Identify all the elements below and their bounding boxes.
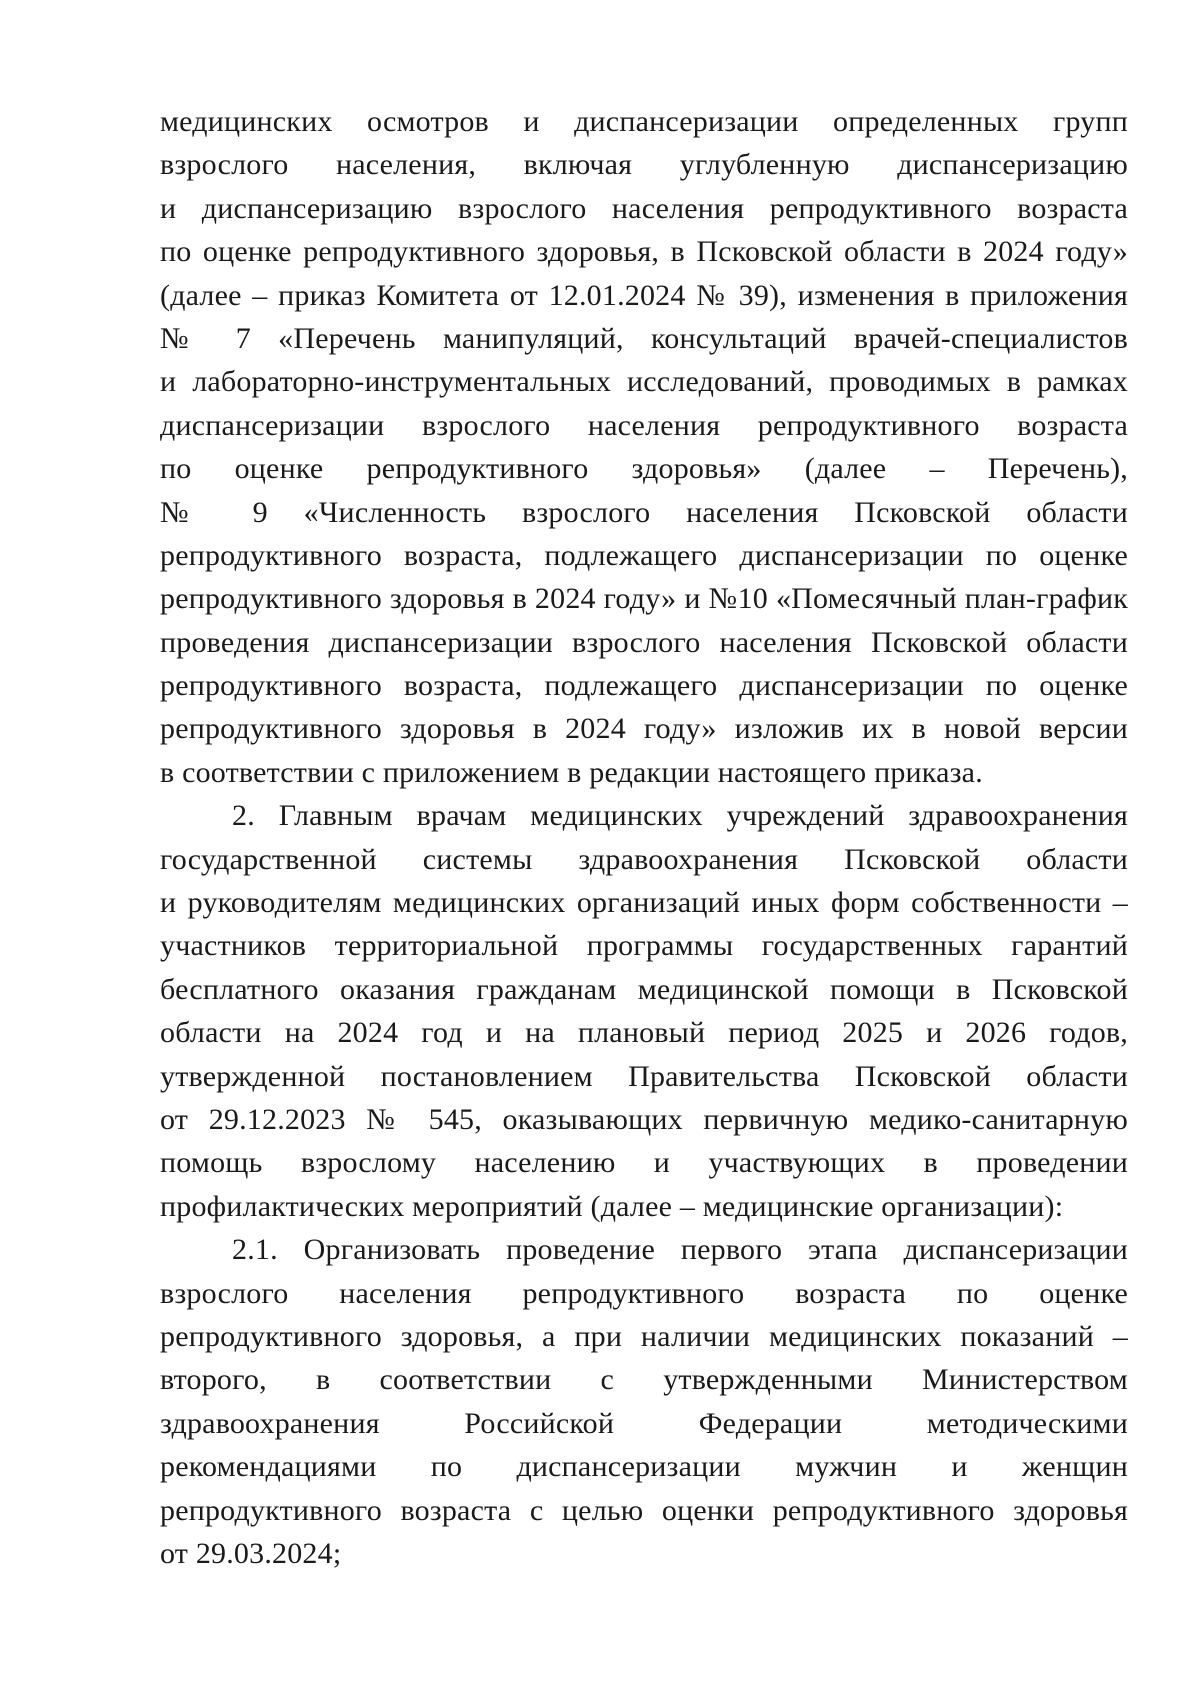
- paragraph-end-line: профилактических мероприятий (далее – медицинские организации):: [160, 1189, 1064, 1223]
- section-2-1-heading-line: 2.1. Организовать проведение первого этапа диспансеризации: [232, 1233, 1128, 1267]
- text-line: помощь взрослому населению и участвующих в проведении: [160, 1146, 1128, 1180]
- text-line: участников территориальной программы государственных гарантий: [160, 929, 1128, 963]
- text-line: и руководителям медицинских организаций иных форм собственности –: [160, 886, 1128, 920]
- text-line: проведения диспансеризации взрослого населения Псковской области: [160, 625, 1128, 659]
- text-line: медицинских осмотров и диспансеризации определенных групп: [160, 105, 1128, 138]
- text-line: (далее – приказ Комитета от 12.01.2024 № 39), изменения в приложения: [160, 278, 1128, 312]
- text-line: репродуктивного здоровья в 2024 году» и №10 «Помесячный план-график: [160, 582, 1128, 616]
- paragraph-end-line: в соответствии с приложением в редакции настоящего приказа.: [160, 755, 983, 789]
- text-line: государственной системы здравоохранения Псковской области: [160, 842, 1128, 876]
- text-line: области на 2024 год и на плановый период 2025 и 2026 годов,: [160, 1016, 1128, 1050]
- text-line: утвержденной постановлением Правительства Псковской области: [160, 1059, 1128, 1093]
- text-line: по оценке репродуктивного здоровья» (далее – Перечень),: [160, 452, 1128, 486]
- text-line: и лабораторно-инструментальных исследований, проводимых в рамках: [160, 365, 1128, 399]
- text-line: и диспансеризацию взрослого населения репродуктивного возраста: [160, 191, 1128, 225]
- text-line: диспансеризации взрослого населения репродуктивного возраста: [160, 408, 1128, 442]
- text-line: репродуктивного здоровья в 2024 году» изложив их в новой версии: [160, 712, 1128, 746]
- paragraph-end-line: от 29.03.2024;: [160, 1536, 342, 1570]
- text-line: № 7 «Перечень манипуляций, консультаций врачей-специалистов: [160, 321, 1128, 355]
- text-line: здравоохранения Российской Федерации методическими: [160, 1406, 1128, 1440]
- text-line: по оценке репродуктивного здоровья, в Псковской области в 2024 году»: [160, 235, 1128, 269]
- text-line: второго, в соответствии с утвержденными Министерством: [160, 1363, 1128, 1397]
- text-line: рекомендациями по диспансеризации мужчин и женщин: [160, 1450, 1128, 1484]
- text-line: бесплатного оказания гражданам медицинской помощи в Псковской: [160, 972, 1128, 1006]
- text-line: взрослого населения репродуктивного возраста по оценке: [160, 1276, 1128, 1310]
- text-line: репродуктивного возраста, подлежащего диспансеризации по оценке: [160, 538, 1128, 572]
- text-line: репродуктивного возраста, подлежащего диспансеризации по оценке: [160, 669, 1128, 703]
- document-body: [160, 100, 1128, 1575]
- text-line: взрослого населения, включая углубленную диспансеризацию: [160, 148, 1128, 182]
- text-line: от 29.12.2023 № 545, оказывающих первичную медико-санитарную: [160, 1102, 1128, 1136]
- section-2-heading-line: 2. Главным врачам медицинских учреждений здравоохранения: [232, 799, 1128, 833]
- text-line: № 9 «Численность взрослого населения Псковской области: [160, 495, 1128, 529]
- text-line: репродуктивного возраста с целью оценки репродуктивного здоровья: [160, 1493, 1128, 1527]
- text-line: репродуктивного здоровья, а при наличии медицинских показаний –: [160, 1319, 1128, 1353]
